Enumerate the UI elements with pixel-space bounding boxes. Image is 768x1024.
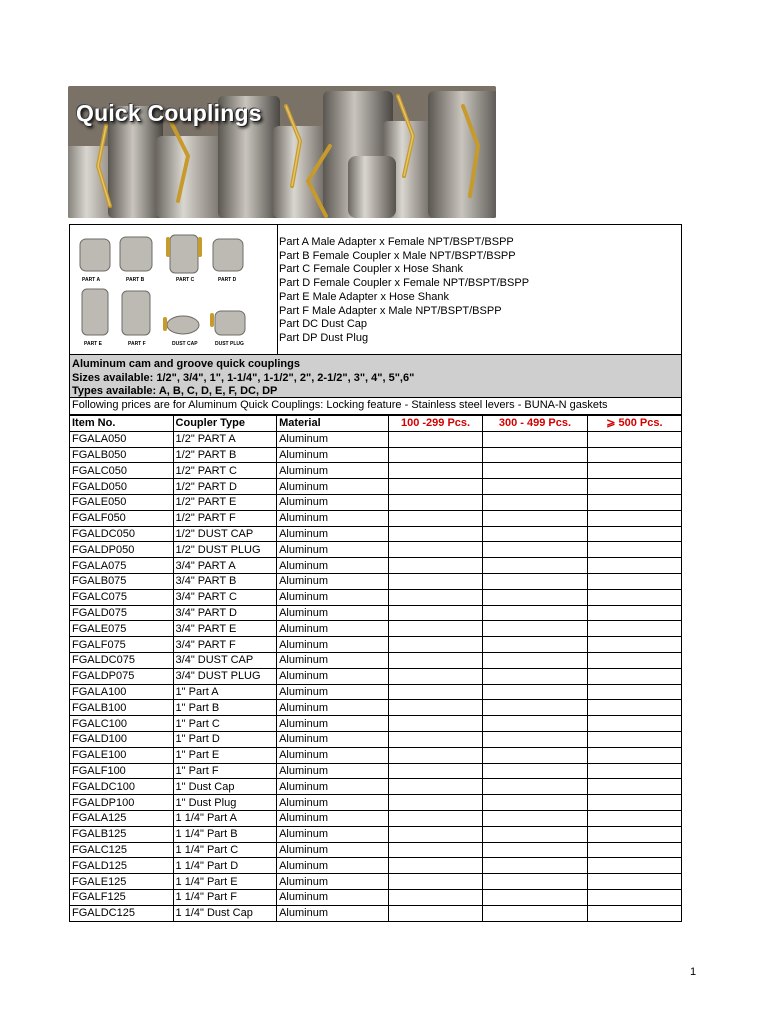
table-row [70, 510, 682, 526]
item-no-cell: FGALC050 [70, 463, 174, 479]
price-300-499-cell [483, 731, 588, 747]
coupler-type-cell: 3/4" PART F [173, 637, 277, 653]
material-cell: Aluminum [277, 905, 389, 921]
table-row [70, 589, 682, 605]
material-cell: Aluminum [277, 431, 389, 447]
part-description: Part DC Dust Cap [279, 318, 368, 331]
price-300-499-cell [483, 716, 588, 732]
price-100-299-cell [388, 810, 482, 826]
material-cell: Aluminum [277, 700, 389, 716]
part-description: Part D Female Coupler x Female NPT/BSPT/BSPP [279, 277, 530, 290]
material-cell: Aluminum [277, 731, 389, 747]
price-500-plus-cell [587, 795, 681, 811]
header-price-100-299: 100 -299 Pcs. [388, 416, 482, 432]
item-no-cell: FGALDC100 [70, 779, 174, 795]
price-500-plus-cell [587, 589, 681, 605]
part-description: Part E Male Adapter x Hose Shank [279, 290, 449, 303]
price-table [69, 415, 682, 922]
item-no-cell: FGALE125 [70, 874, 174, 890]
info-line: Types available: A, B, C, D, E, F, DC, DP [72, 385, 278, 397]
material-cell: Aluminum [277, 763, 389, 779]
table-row [70, 810, 682, 826]
item-no-cell: FGALD100 [70, 731, 174, 747]
coupler-type-cell: 3/4" PART A [173, 558, 277, 574]
coupler-type-cell: 1/2" DUST CAP [173, 526, 277, 542]
price-100-299-cell [388, 479, 482, 495]
item-no-cell: FGALC125 [70, 842, 174, 858]
price-100-299-cell [388, 573, 482, 589]
material-cell: Aluminum [277, 826, 389, 842]
item-no-cell: FGALF100 [70, 763, 174, 779]
price-300-499-cell [483, 668, 588, 684]
material-cell: Aluminum [277, 542, 389, 558]
price-300-499-cell [483, 621, 588, 637]
banner-title: Quick Couplings [76, 100, 262, 126]
price-300-499-cell [483, 826, 588, 842]
price-100-299-cell [388, 795, 482, 811]
price-500-plus-cell [587, 889, 681, 905]
item-no-cell: FGALC100 [70, 716, 174, 732]
price-500-plus-cell [587, 810, 681, 826]
coupler-type-cell: 1 1/4" Part A [173, 810, 277, 826]
price-500-plus-cell [587, 731, 681, 747]
price-sheet [69, 224, 682, 922]
item-no-cell: FGALE075 [70, 621, 174, 637]
price-500-plus-cell [587, 463, 681, 479]
item-no-cell: FGALA050 [70, 431, 174, 447]
part-description: Part C Female Coupler x Hose Shank [279, 263, 464, 276]
item-no-cell: FGALA100 [70, 684, 174, 700]
material-cell: Aluminum [277, 573, 389, 589]
coupler-type-cell: 1/2" PART B [173, 447, 277, 463]
price-500-plus-cell [587, 573, 681, 589]
coupler-type-cell: 3/4" PART D [173, 605, 277, 621]
coupler-type-cell: 1 1/4" Part F [173, 889, 277, 905]
dust-plug-label: DUST PLUG [215, 341, 244, 347]
part-d-label: PART D [218, 277, 237, 283]
item-no-cell: FGALF075 [70, 637, 174, 653]
info-line: Aluminum cam and groove quick couplings [72, 358, 300, 370]
table-row [70, 573, 682, 589]
price-500-plus-cell [587, 858, 681, 874]
price-100-299-cell [388, 826, 482, 842]
coupler-type-cell: 1/2" PART A [173, 431, 277, 447]
table-row [70, 652, 682, 668]
price-300-499-cell [483, 810, 588, 826]
material-cell: Aluminum [277, 858, 389, 874]
price-100-299-cell [388, 668, 482, 684]
coupler-type-cell: 1/2" PART E [173, 494, 277, 510]
table-row [70, 889, 682, 905]
part-a-label: PART A [82, 277, 101, 283]
price-100-299-cell [388, 589, 482, 605]
item-no-cell: FGALD050 [70, 479, 174, 495]
coupler-type-cell: 3/4" PART C [173, 589, 277, 605]
price-100-299-cell [388, 637, 482, 653]
price-300-499-cell [483, 652, 588, 668]
price-100-299-cell [388, 731, 482, 747]
item-no-cell: FGALF125 [70, 889, 174, 905]
dust-cap-label: DUST CAP [172, 341, 198, 347]
price-500-plus-cell [587, 700, 681, 716]
price-300-499-cell [483, 447, 588, 463]
price-note: Following prices are for Aluminum Quick Couplings: Locking feature - Stainless steel levers - BUNA-N gaskets [69, 398, 682, 415]
coupler-type-cell: 1" Part C [173, 716, 277, 732]
price-300-499-cell [483, 510, 588, 526]
price-100-299-cell [388, 842, 482, 858]
price-100-299-cell [388, 526, 482, 542]
material-cell: Aluminum [277, 684, 389, 700]
header-price-300-499: 300 - 499 Pcs. [483, 416, 588, 432]
price-500-plus-cell [587, 842, 681, 858]
price-100-299-cell [388, 763, 482, 779]
item-no-cell: FGALF050 [70, 510, 174, 526]
price-100-299-cell [388, 494, 482, 510]
part-f-label: PART F [128, 341, 146, 347]
price-500-plus-cell [587, 716, 681, 732]
price-300-499-cell [483, 494, 588, 510]
item-no-cell: FGALC075 [70, 589, 174, 605]
price-300-499-cell [483, 842, 588, 858]
item-no-cell: FGALD125 [70, 858, 174, 874]
price-500-plus-cell [587, 905, 681, 921]
coupler-type-cell: 1" Part B [173, 700, 277, 716]
material-cell: Aluminum [277, 447, 389, 463]
price-300-499-cell [483, 889, 588, 905]
price-300-499-cell [483, 637, 588, 653]
header-coupler-type: Coupler Type [173, 416, 277, 432]
table-row [70, 795, 682, 811]
material-cell: Aluminum [277, 810, 389, 826]
price-100-299-cell [388, 621, 482, 637]
table-row [70, 716, 682, 732]
table-row [70, 842, 682, 858]
material-cell: Aluminum [277, 558, 389, 574]
part-description: Part DP Dust Plug [279, 331, 369, 344]
material-cell: Aluminum [277, 621, 389, 637]
table-row [70, 558, 682, 574]
parts-description-list [279, 236, 529, 346]
table-row [70, 479, 682, 495]
price-500-plus-cell [587, 652, 681, 668]
price-500-plus-cell [587, 542, 681, 558]
material-cell: Aluminum [277, 526, 389, 542]
price-500-plus-cell [587, 526, 681, 542]
table-row [70, 526, 682, 542]
coupler-type-cell: 1/2" PART D [173, 479, 277, 495]
table-row [70, 605, 682, 621]
table-row [70, 700, 682, 716]
part-description: Part B Female Coupler x Male NPT/BSPT/BSPP [279, 249, 516, 262]
price-300-499-cell [483, 747, 588, 763]
material-cell: Aluminum [277, 494, 389, 510]
coupler-type-cell: 3/4" DUST PLUG [173, 668, 277, 684]
table-row [70, 905, 682, 921]
material-cell: Aluminum [277, 479, 389, 495]
item-no-cell: FGALB125 [70, 826, 174, 842]
price-100-299-cell [388, 684, 482, 700]
item-no-cell: FGALD075 [70, 605, 174, 621]
material-cell: Aluminum [277, 510, 389, 526]
price-500-plus-cell [587, 558, 681, 574]
table-row [70, 447, 682, 463]
item-no-cell: FGALA125 [70, 810, 174, 826]
price-500-plus-cell [587, 874, 681, 890]
price-500-plus-cell [587, 763, 681, 779]
item-no-cell: FGALE100 [70, 747, 174, 763]
material-cell: Aluminum [277, 779, 389, 795]
material-cell: Aluminum [277, 747, 389, 763]
coupler-type-cell: 1 1/4" Part B [173, 826, 277, 842]
coupler-type-cell: 1" Part E [173, 747, 277, 763]
price-300-499-cell [483, 605, 588, 621]
price-300-499-cell [483, 700, 588, 716]
price-100-299-cell [388, 463, 482, 479]
material-cell: Aluminum [277, 652, 389, 668]
material-cell: Aluminum [277, 842, 389, 858]
part-e-label: PART E [84, 341, 102, 347]
table-row [70, 463, 682, 479]
price-300-499-cell [483, 684, 588, 700]
table-row [70, 431, 682, 447]
price-300-499-cell [483, 558, 588, 574]
price-300-499-cell [483, 874, 588, 890]
coupler-type-cell: 1 1/4" Part D [173, 858, 277, 874]
coupler-type-cell: 3/4" DUST CAP [173, 652, 277, 668]
table-row [70, 731, 682, 747]
price-500-plus-cell [587, 637, 681, 653]
price-100-299-cell [388, 747, 482, 763]
table-row [70, 684, 682, 700]
part-b-label: PART B [126, 277, 145, 283]
price-100-299-cell [388, 447, 482, 463]
item-no-cell: FGALA075 [70, 558, 174, 574]
price-500-plus-cell [587, 747, 681, 763]
table-row [70, 747, 682, 763]
coupler-type-cell: 1/2" DUST PLUG [173, 542, 277, 558]
price-500-plus-cell [587, 621, 681, 637]
price-100-299-cell [388, 889, 482, 905]
coupler-type-cell: 1" Dust Plug [173, 795, 277, 811]
material-cell: Aluminum [277, 637, 389, 653]
item-no-cell: FGALDP100 [70, 795, 174, 811]
coupler-type-cell: 1/2" PART F [173, 510, 277, 526]
price-100-299-cell [388, 605, 482, 621]
header-material: Material [277, 416, 389, 432]
header-price-500-plus: ⩾ 500 Pcs. [587, 416, 681, 432]
coupler-type-cell: 3/4" PART B [173, 573, 277, 589]
price-300-499-cell [483, 542, 588, 558]
coupler-type-cell: 1" Part F [173, 763, 277, 779]
material-cell: Aluminum [277, 874, 389, 890]
price-500-plus-cell [587, 494, 681, 510]
price-500-plus-cell [587, 668, 681, 684]
price-300-499-cell [483, 431, 588, 447]
material-cell: Aluminum [277, 795, 389, 811]
price-100-299-cell [388, 858, 482, 874]
table-row [70, 858, 682, 874]
item-no-cell: FGALDC125 [70, 905, 174, 921]
coupler-type-cell: 3/4" PART E [173, 621, 277, 637]
table-row [70, 874, 682, 890]
item-no-cell: FGALDP075 [70, 668, 174, 684]
price-300-499-cell [483, 858, 588, 874]
table-row [70, 637, 682, 653]
parts-intro-block [69, 224, 682, 355]
price-100-299-cell [388, 652, 482, 668]
material-cell: Aluminum [277, 605, 389, 621]
price-300-499-cell [483, 795, 588, 811]
part-c-label: PART C [176, 277, 195, 283]
table-row [70, 621, 682, 637]
header-item-no: Item No. [70, 416, 174, 432]
price-500-plus-cell [587, 479, 681, 495]
price-300-499-cell [483, 526, 588, 542]
price-100-299-cell [388, 716, 482, 732]
table-row [70, 779, 682, 795]
item-no-cell: FGALE050 [70, 494, 174, 510]
price-500-plus-cell [587, 826, 681, 842]
page-number: 1 [690, 966, 697, 978]
price-500-plus-cell [587, 510, 681, 526]
price-300-499-cell [483, 463, 588, 479]
item-no-cell: FGALB050 [70, 447, 174, 463]
price-100-299-cell [388, 431, 482, 447]
price-100-299-cell [388, 874, 482, 890]
item-no-cell: FGALDC050 [70, 526, 174, 542]
price-500-plus-cell [587, 684, 681, 700]
table-row [70, 668, 682, 684]
material-cell: Aluminum [277, 716, 389, 732]
coupler-type-cell: 1 1/4" Dust Cap [173, 905, 277, 921]
price-300-499-cell [483, 763, 588, 779]
parts-thumbnail-image [70, 225, 278, 354]
item-no-cell: FGALB100 [70, 700, 174, 716]
product-info-block [69, 355, 682, 398]
material-cell: Aluminum [277, 889, 389, 905]
table-row [70, 826, 682, 842]
coupler-type-cell: 1" Dust Cap [173, 779, 277, 795]
price-500-plus-cell [587, 605, 681, 621]
price-100-299-cell [388, 779, 482, 795]
table-header-row [70, 416, 682, 432]
price-100-299-cell [388, 510, 482, 526]
coupler-type-cell: 1" Part D [173, 731, 277, 747]
table-row [70, 542, 682, 558]
info-line: Sizes available: 1/2", 3/4", 1", 1-1/4", 1-1/2", 2", 2-1/2", 3", 4", 5",6" [72, 371, 415, 384]
price-500-plus-cell [587, 779, 681, 795]
price-500-plus-cell [587, 447, 681, 463]
material-cell: Aluminum [277, 668, 389, 684]
item-no-cell: FGALDC075 [70, 652, 174, 668]
price-300-499-cell [483, 479, 588, 495]
coupler-type-cell: 1 1/4" Part C [173, 842, 277, 858]
price-100-299-cell [388, 700, 482, 716]
quick-couplings-banner [68, 86, 496, 218]
table-row [70, 494, 682, 510]
coupler-type-cell: 1 1/4" Part E [173, 874, 277, 890]
material-cell: Aluminum [277, 463, 389, 479]
price-300-499-cell [483, 905, 588, 921]
price-300-499-cell [483, 779, 588, 795]
part-description: Part A Male Adapter x Female NPT/BSPT/BSPP [279, 236, 514, 248]
item-no-cell: FGALDP050 [70, 542, 174, 558]
price-300-499-cell [483, 573, 588, 589]
price-100-299-cell [388, 905, 482, 921]
price-300-499-cell [483, 589, 588, 605]
part-description: Part F Male Adapter x Male NPT/BSPT/BSPP [279, 304, 502, 317]
coupler-type-cell: 1" Part A [173, 684, 277, 700]
item-no-cell: FGALB075 [70, 573, 174, 589]
price-100-299-cell [388, 542, 482, 558]
coupler-type-cell: 1/2" PART C [173, 463, 277, 479]
price-100-299-cell [388, 558, 482, 574]
material-cell: Aluminum [277, 589, 389, 605]
table-row [70, 763, 682, 779]
price-500-plus-cell [587, 431, 681, 447]
